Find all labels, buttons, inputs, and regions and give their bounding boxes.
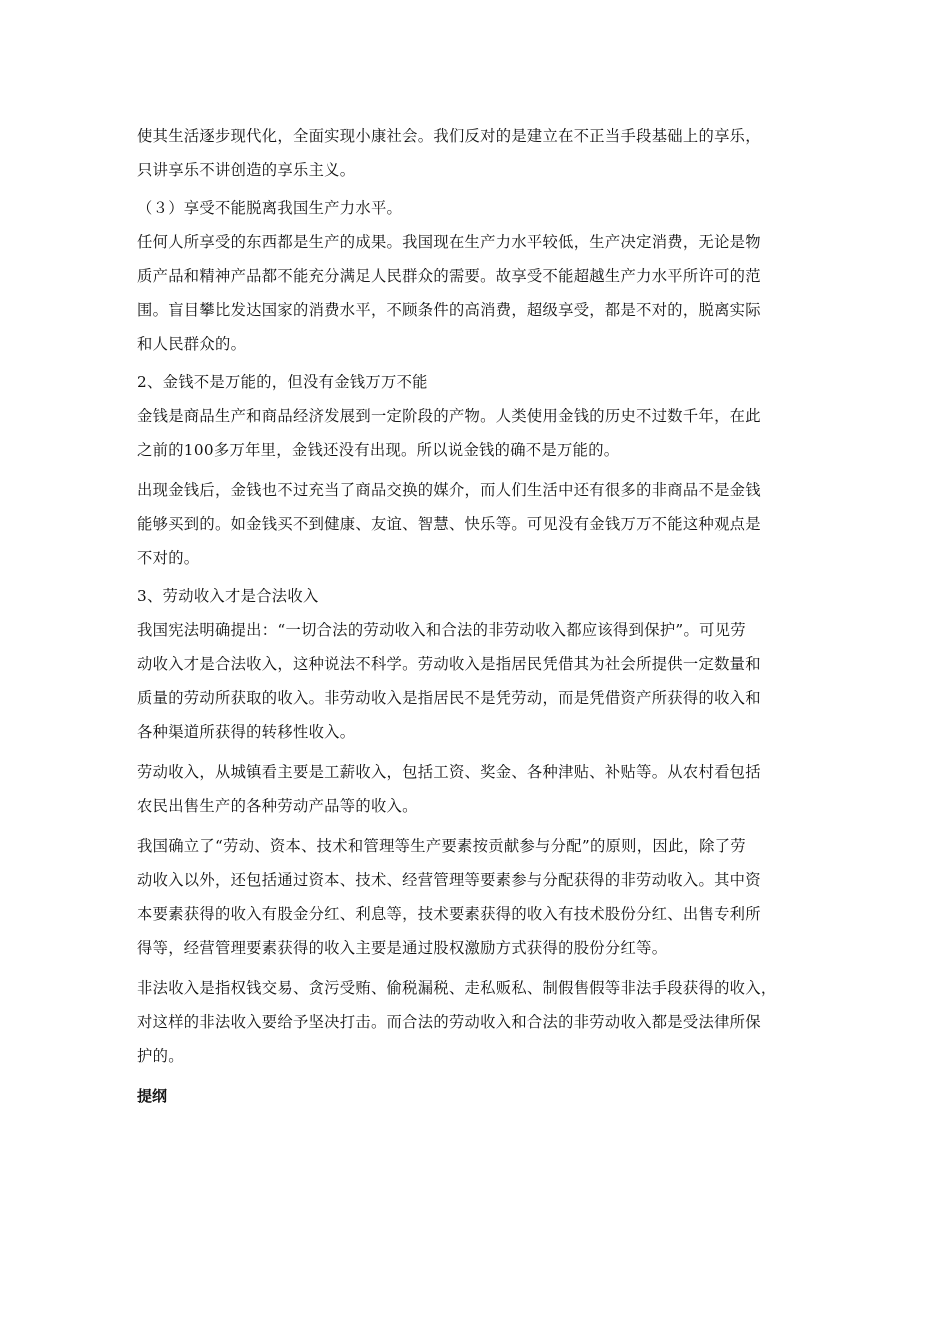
- text-line: 不对的。: [137, 549, 200, 567]
- text-line: 护的。: [137, 1047, 184, 1065]
- paragraph-labor-income: [137, 755, 827, 823]
- text-line: 得等，经营管理要素获得的收入主要是通过股权激励方式获得的股份分红等。: [137, 939, 668, 957]
- paragraph-productivity: [137, 225, 827, 361]
- document-body: [137, 119, 827, 1111]
- text-line: 金钱是商品生产和商品经济发展到一定阶段的产物。人类使用金钱的历史不过数千年，在此: [137, 407, 761, 425]
- text-line: 质量的劳动所获取的收入。非劳动收入是指居民不是凭劳动，而是凭借资产所获得的收入和: [137, 689, 761, 707]
- outline-heading: 提纲: [137, 1087, 168, 1105]
- text-line: 对这样的非法收入要给予坚决打击。而合法的劳动收入和合法的非劳动收入都是受法律所保: [137, 1013, 761, 1031]
- text-line: 只讲享乐不讲创造的享乐主义。: [137, 161, 356, 179]
- text-line: 任何人所享受的东西都是生产的成果。我国现在生产力水平较低，生产决定消费，无论是物: [137, 233, 761, 251]
- text-line: 农民出售生产的各种劳动产品等的收入。: [137, 797, 418, 815]
- paragraph-constitution: [137, 613, 827, 749]
- subheading-enjoyment-productivity: [137, 193, 827, 223]
- text-line: 本要素获得的收入有股金分红、利息等，技术要素获得的收入有技术股份分红、出售专利所: [137, 905, 761, 923]
- text-line: 之前的100多万年里，金钱还没有出现。所以说金钱的确不是万能的。: [137, 441, 620, 459]
- text-line: 和人民群众的。: [137, 335, 247, 353]
- paragraph-money-history: [137, 399, 827, 467]
- section-heading-income: [137, 581, 827, 611]
- text-line: 3、劳动收入才是合法收入: [137, 587, 319, 605]
- text-line: 我国确立了“劳动、资本、技术和管理等生产要素按贡献参与分配”的原则，因此，除了劳: [137, 837, 746, 855]
- text-line: 劳动收入，从城镇看主要是工薪收入，包括工资、奖金、各种津贴、补贴等。从农村看包括: [137, 763, 761, 781]
- paragraph-illegal-income: [137, 971, 827, 1073]
- text-line: 围。盲目攀比发达国家的消费水平，不顾条件的高消费，超级享受，都是不对的，脱离实际: [137, 301, 761, 319]
- paragraph-distribution-principle: [137, 829, 827, 965]
- text-line: 质产品和精神产品都不能充分满足人民群众的需要。故享受不能超越生产力水平所许可的范: [137, 267, 761, 285]
- text-line: 非法收入是指权钱交易、贪污受贿、偷税漏税、走私贩私、制假售假等非法手段获得的收入，: [137, 979, 777, 997]
- text-line: 各种渠道所获得的转移性收入。: [137, 723, 356, 741]
- paragraph-modernization: [137, 119, 827, 187]
- text-line: （３）享受不能脱离我国生产力水平。: [137, 199, 403, 217]
- text-line: 出现金钱后，金钱也不过充当了商品交换的媒介，而人们生活中还有很多的非商品不是金钱: [137, 481, 761, 499]
- text-line: 我国宪法明确提出：“一切合法的劳动收入和合法的非劳动收入都应该得到保护”。可见劳: [137, 621, 746, 639]
- section-heading-money: [137, 367, 827, 397]
- text-line: 2、金钱不是万能的，但没有金钱万万不能: [137, 373, 428, 391]
- text-line: 动收入才是合法收入，这种说法不科学。劳动收入是指居民凭借其为社会所提供一定数量和: [137, 655, 761, 673]
- text-line: 动收入以外，还包括通过资本、技术、经营管理等要素参与分配获得的非劳动收入。其中资: [137, 871, 761, 889]
- text-line: 使其生活逐步现代化，全面实现小康社会。我们反对的是建立在不正当手段基础上的享乐，: [137, 127, 761, 145]
- paragraph-money-limits: [137, 473, 827, 575]
- text-line: 能够买到的。如金钱买不到健康、友谊、智慧、快乐等。可见没有金钱万万不能这种观点是: [137, 515, 761, 533]
